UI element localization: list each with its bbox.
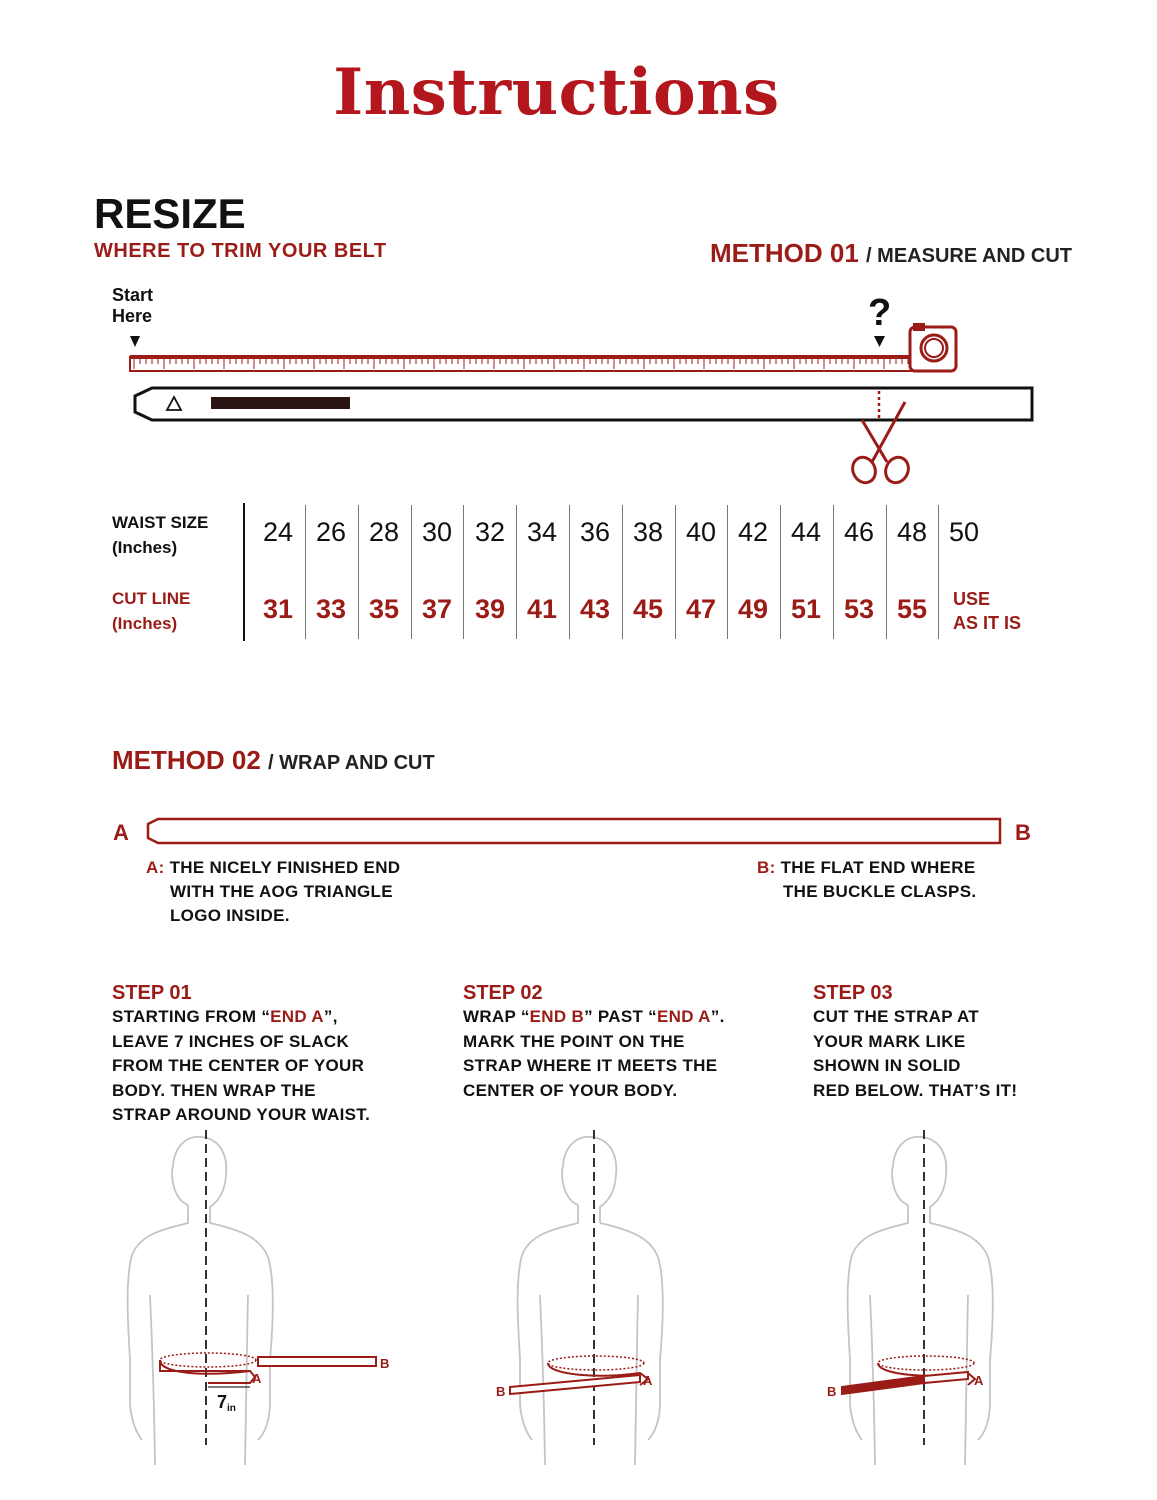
mark-arrow-icon (874, 336, 885, 347)
step-01-line-4: BODY. THEN WRAP THE (112, 1080, 316, 1100)
step-figures (0, 1125, 1157, 1465)
method-01-label: METHOD 01 (710, 238, 859, 268)
method-01-illustration (0, 0, 1157, 500)
use-as-is-line-1: USE (953, 589, 991, 609)
waist-size-cell: 44 (790, 517, 822, 547)
method-01-suffix: / MEASURE AND CUT (866, 245, 1072, 267)
cut-line-label-line-2: (Inches) (112, 614, 178, 633)
column-divider (833, 505, 834, 639)
step-03-figure (827, 1130, 993, 1465)
cut-line-cell: 43 (579, 594, 611, 624)
cut-line-cell: 39 (474, 594, 506, 624)
cut-line-label (112, 586, 190, 636)
start-here-line-2: Here (112, 306, 153, 326)
column-divider (305, 505, 306, 639)
step-text: ” PAST “ (584, 1007, 657, 1026)
waist-size-cell: 48 (896, 517, 928, 547)
step-highlight: END B (529, 1007, 585, 1026)
start-arrow-icon (130, 336, 140, 347)
step-03-line-3: SHOWN IN SOLID (813, 1056, 961, 1075)
page-title: Instructions (333, 55, 780, 130)
cut-line-cell: 37 (421, 594, 453, 624)
cut-line-cell: 31 (262, 594, 294, 624)
end-a-key: A: (146, 858, 165, 877)
end-b-desc-line-1: THE FLAT END WHERE (780, 858, 976, 877)
resize-subheading: WHERE TO TRIM YOUR BELT (94, 240, 387, 262)
waist-size-cell: 36 (579, 517, 611, 547)
step-02-line-1 (463, 1005, 793, 1030)
step-text: ”, (323, 1007, 338, 1026)
end-b-description (757, 856, 976, 904)
column-divider (938, 505, 939, 639)
step-01-body (112, 1005, 442, 1128)
step-03-body (813, 1005, 1143, 1103)
step-03-title: STEP 03 (813, 982, 893, 1004)
waist-size-label-line-1: WAIST SIZE (112, 513, 209, 532)
cut-line-cell: 45 (632, 594, 664, 624)
waist-size-cell: 32 (474, 517, 506, 547)
step-text: STARTING FROM “ (112, 1007, 271, 1026)
step-02-line-3: STRAP WHERE IT MEETS THE (463, 1056, 718, 1075)
resize-heading: RESIZE (94, 190, 246, 237)
column-divider (780, 505, 781, 639)
cut-line-cell: 33 (315, 594, 347, 624)
waist-size-cell: 46 (843, 517, 875, 547)
step-highlight: END A (657, 1007, 711, 1026)
step-02-b-label: B (496, 1384, 506, 1399)
step-02-body (463, 1005, 793, 1103)
column-divider (463, 505, 464, 639)
step-01-a-label: A (252, 1371, 262, 1386)
waist-size-cell: 40 (685, 517, 717, 547)
seven-inch-label: 7in (217, 1392, 236, 1414)
method-02-suffix: / WRAP AND CUT (268, 752, 435, 774)
cut-line-cell: 51 (790, 594, 822, 624)
column-divider (516, 505, 517, 639)
cut-line-cell: 35 (368, 594, 400, 624)
column-divider (411, 505, 412, 639)
method-02-heading (112, 745, 435, 776)
cut-line-label-line-1: CUT LINE (112, 589, 191, 608)
step-01-figure (128, 1130, 390, 1465)
waist-size-cell: 28 (368, 517, 400, 547)
waist-size-label (112, 510, 208, 560)
step-text: ”. (710, 1007, 725, 1026)
step-01-title: STEP 01 (112, 982, 192, 1004)
step-highlight: END A (270, 1007, 324, 1026)
step-01-line-3: FROM THE CENTER OF YOUR (112, 1056, 365, 1075)
step-02-a-label: A (643, 1373, 653, 1388)
end-a-description (146, 856, 400, 928)
column-divider (886, 505, 887, 639)
step-02-figure (496, 1130, 663, 1465)
waist-size-cell: 26 (315, 517, 347, 547)
step-01-line-5: STRAP AROUND YOUR WAIST. (112, 1105, 371, 1124)
step-03-line-4: RED BELOW. THAT’S IT! (813, 1080, 1018, 1100)
cut-line-cell: 55 (896, 594, 928, 624)
step-03-line-1: CUT THE STRAP AT (813, 1007, 979, 1026)
cut-line-cell: 47 (685, 594, 717, 624)
column-divider (727, 505, 728, 639)
end-a-letter: A (113, 820, 129, 845)
use-as-is-label (953, 587, 1021, 635)
step-03-line-2: YOUR MARK LIKE (813, 1031, 966, 1051)
step-01-line-1 (112, 1005, 442, 1030)
step-01-line-2: LEAVE 7 INCHES OF SLACK (112, 1031, 350, 1051)
method-02-label: METHOD 02 (112, 745, 261, 775)
step-03-a-label: A (974, 1373, 984, 1388)
column-divider (622, 505, 623, 639)
cut-line-cell: 41 (526, 594, 558, 624)
step-03-b-label: B (827, 1384, 837, 1399)
cut-line-cell: 49 (737, 594, 769, 624)
end-a-desc-line-2: WITH THE AOG TRIANGLE (170, 882, 393, 901)
end-a-desc-line-1: THE NICELY FINISHED END (169, 858, 401, 877)
step-01-b-label: B (380, 1356, 390, 1371)
question-mark: ? (868, 292, 892, 334)
table-divider (243, 503, 245, 641)
start-here-line-1: Start (112, 285, 154, 305)
step-02 (463, 982, 793, 1103)
waist-size-cell: 30 (421, 517, 453, 547)
end-b-desc-line-2: THE BUCKLE CLASPS. (783, 882, 977, 901)
step-text: WRAP “ (463, 1007, 530, 1026)
waist-size-cell: 42 (737, 517, 769, 547)
waist-size-cell: 24 (262, 517, 294, 547)
column-divider (358, 505, 359, 639)
waist-size-cell: 50 (948, 517, 980, 547)
use-as-is-line-2: AS IT IS (953, 613, 1022, 633)
cut-line-cell: 53 (843, 594, 875, 624)
step-01 (112, 982, 442, 1128)
waist-size-cell: 38 (632, 517, 664, 547)
step-02-line-4: CENTER OF YOUR BODY. (463, 1080, 678, 1100)
column-divider (675, 505, 676, 639)
step-03 (813, 982, 1143, 1103)
end-b-key: B: (757, 858, 776, 877)
tape-measure-icon (130, 323, 956, 371)
waist-size-label-line-2: (Inches) (112, 538, 178, 557)
column-divider (569, 505, 570, 639)
step-02-title: STEP 02 (463, 982, 543, 1004)
end-a-desc-line-3: LOGO INSIDE. (170, 906, 290, 925)
step-02-line-2: MARK THE POINT ON THE (463, 1031, 685, 1051)
waist-size-cell: 34 (526, 517, 558, 547)
strap-diagram (140, 814, 1010, 850)
end-b-letter: B (1015, 820, 1031, 845)
